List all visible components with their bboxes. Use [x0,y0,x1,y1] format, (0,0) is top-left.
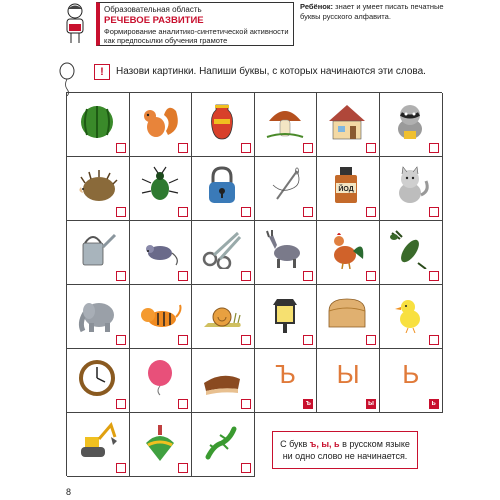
child-reading-icon [62,2,88,44]
child-text-2: буквы русского алфавита. [300,12,391,21]
answer-box[interactable] [178,271,188,281]
note-line2: ни одно слово не начинается. [282,451,408,461]
excavator-icon [75,421,119,461]
answer-box[interactable] [303,271,313,281]
tiger-icon [138,293,182,333]
raccoon-icon [388,101,432,141]
letter-soft-sign: Ь [402,359,420,389]
note-prefix: С букв [280,439,310,449]
rooster-icon [325,229,369,269]
squirrel-icon [138,101,182,141]
instruction-text: Назови картинки. Напиши буквы, с которых начинаются эти слова. [116,66,426,77]
filled-answer-box[interactable]: ь [429,399,439,409]
answer-box[interactable] [241,143,251,153]
note-letters: ъ, ы, ь [309,439,340,449]
answer-box[interactable] [303,207,313,217]
filled-answer-box[interactable]: ъ [303,399,313,409]
grid-cell [67,157,130,221]
bread-icon [325,293,369,333]
answer-box[interactable] [366,143,376,153]
grid-cell [380,93,443,157]
grid-cell [130,221,193,285]
answer-box[interactable] [303,143,313,153]
grid-cell [130,93,193,157]
instruction [94,64,426,82]
cat-icon [388,165,432,205]
answer-box[interactable] [429,271,439,281]
balloon-decoration-icon [58,62,76,96]
grid-cell [255,93,318,157]
grid-cell [130,413,193,477]
answer-box[interactable] [429,207,439,217]
goal-line-1: Формирование аналитико-синтетической активности [104,27,289,36]
answer-box[interactable] [116,463,126,473]
watering-can-icon [75,229,119,269]
grid-cell [130,285,193,349]
grid-cell [67,221,130,285]
answer-box[interactable] [241,399,251,409]
padlock-icon [200,165,244,205]
grid-cell [192,93,255,157]
grid-cell [130,349,193,413]
grid-cell [255,285,318,349]
svg-text:ЙОД: ЙОД [338,186,355,193]
beetle-icon [138,165,182,205]
lantern-icon [263,293,307,333]
answer-box[interactable] [241,463,251,473]
answer-box[interactable] [178,399,188,409]
spinning-top-icon [138,421,182,461]
grid-cell [380,157,443,221]
subject-title: РЕЧЕВОЕ РАЗВИТИЕ [104,15,204,26]
vase-icon [200,101,244,141]
grid-cell [317,221,380,285]
answer-box[interactable] [116,271,126,281]
grid-cell [67,285,130,349]
house-icon [325,101,369,141]
clock-icon [75,357,119,397]
note-box [272,431,418,469]
grid-cell [192,285,255,349]
answer-box[interactable] [116,143,126,153]
grid-cell [255,221,318,285]
answer-box[interactable] [178,463,188,473]
skill-description [300,2,450,22]
needle-icon [263,165,307,205]
grid-cell [317,349,380,413]
crayfish-icon [388,229,432,269]
answer-box[interactable] [366,271,376,281]
grid-cell [317,285,380,349]
grid-cell [192,157,255,221]
grid-cell [192,221,255,285]
snail-icon [200,293,244,333]
answer-box[interactable] [241,335,251,345]
answer-box[interactable] [241,271,251,281]
grid-cell [380,221,443,285]
answer-box[interactable] [178,207,188,217]
page-number: 8 [66,487,72,497]
answer-box[interactable] [178,335,188,345]
picture-grid [66,92,442,476]
chick-icon [388,293,432,333]
area-label: Образовательная область [104,5,202,14]
answer-box[interactable] [241,207,251,217]
letter-hard-sign: Ъ [275,359,296,389]
balloon-icon [138,357,182,397]
child-label: Ребёнок: [300,2,334,11]
attention-icon: ! [94,64,110,80]
child-text-1: знает и умеет писать печатные [335,2,444,11]
grid-cell [67,93,130,157]
grid-cell [67,349,130,413]
grid-cell [130,157,193,221]
grid-cell [192,349,255,413]
subject-header [96,2,294,46]
filled-answer-box[interactable]: ы [366,399,376,409]
brush-icon [200,357,244,397]
grid-cell [380,285,443,349]
donkey-icon [263,229,307,269]
grid-cell [317,157,380,221]
lizard-icon [200,421,244,461]
answer-box[interactable] [116,399,126,409]
mushroom-icon [263,101,307,141]
grid-cell [67,413,130,477]
grid-cell [255,157,318,221]
answer-box[interactable] [116,335,126,345]
answer-box[interactable] [366,207,376,217]
answer-box[interactable] [366,335,376,345]
goal-line-2: как предпосылки обучения грамоте [104,36,228,45]
answer-box[interactable] [429,335,439,345]
grid-cell [380,349,443,413]
answer-box[interactable] [303,335,313,345]
watermelon-icon [75,101,119,141]
answer-box[interactable] [116,207,126,217]
grid-cell [317,93,380,157]
grid-cell [192,413,255,477]
note-line1-rest: в русском языке [339,439,410,449]
mouse-icon [138,229,182,269]
answer-box[interactable] [429,143,439,153]
hedgehog-icon [75,165,119,205]
scissors-icon [200,229,244,269]
letter-yery: Ы [336,359,360,389]
answer-box[interactable] [178,143,188,153]
elephant-icon [75,293,119,333]
grid-cell [255,349,318,413]
iodine-bottle-icon [325,165,369,205]
